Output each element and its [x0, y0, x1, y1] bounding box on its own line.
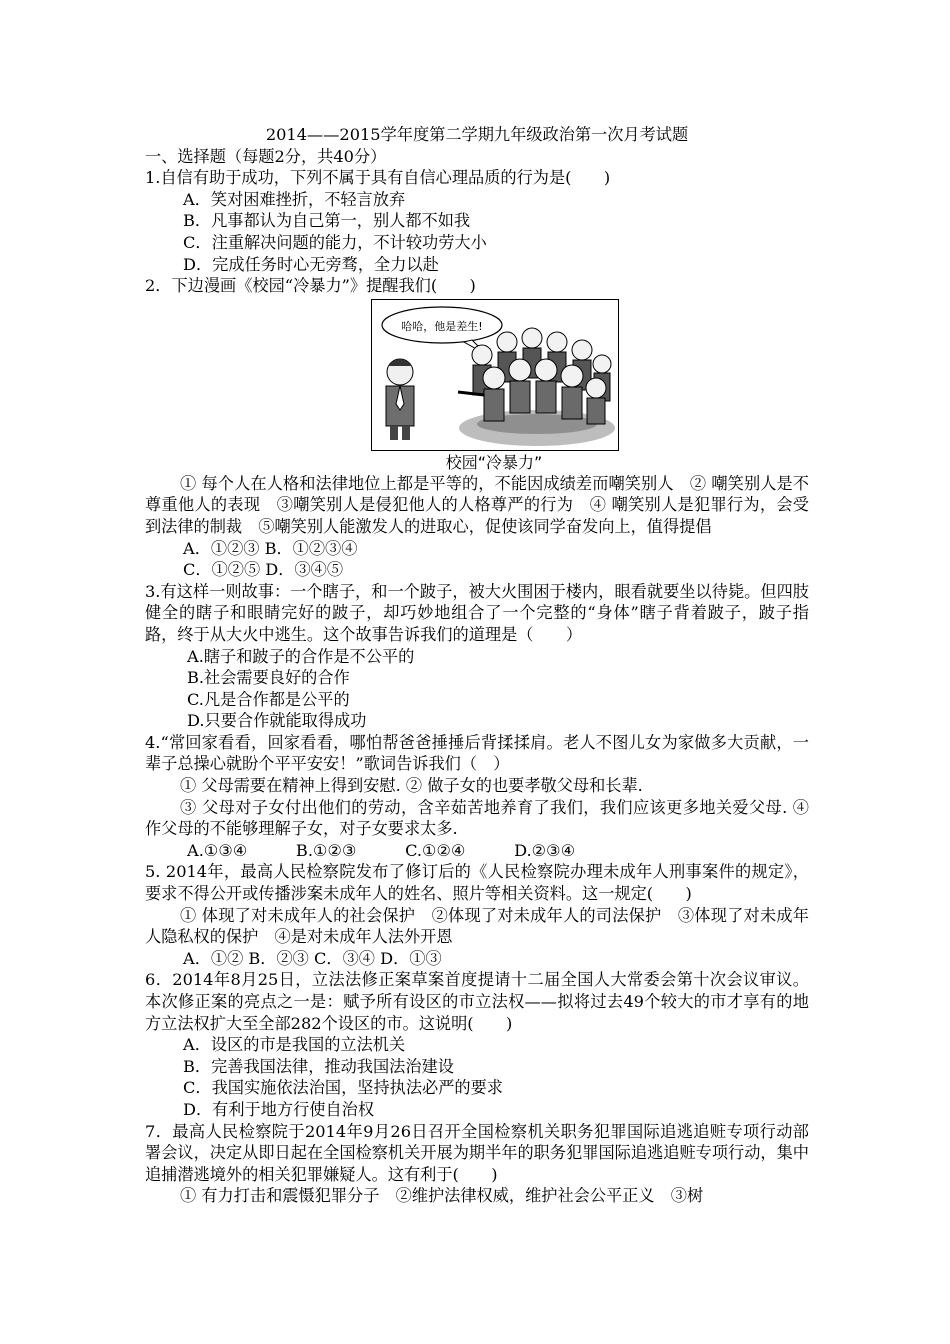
q6-option-b: B．完善我国法律，推动我国法治建设	[183, 1056, 454, 1076]
q6-stem: 6．2014年8月25日，立法法修正案草案首度提请十二届全国人大常委会第十次会议审议。本次修正案的亮点之一是：赋予所有设区的市立法权——拟将过去49个较大的市才享有的地方立法权扩大至全部282个设区的市。这说明( )	[145, 970, 809, 1033]
section-heading: 一、选择题（每题2分，共40分）	[145, 146, 387, 166]
q7-statements: ① 有力打击和震慑犯罪分子 ②维护法律权威，维护社会公平正义 ③树	[180, 1186, 704, 1206]
bubble-text: 哈哈，他是差生!	[401, 319, 483, 333]
q1-stem: 1.自信有助于成功，下列不属于具有自信心理品质的行为是( )	[145, 168, 611, 188]
q1-option-a: A．笑对困难挫折，不轻言放弃	[183, 189, 406, 209]
q6-option-a: A．设区的市是我国的立法机关	[183, 1035, 406, 1055]
q2-options-cd: C．①②⑤ D．③④⑤	[183, 560, 344, 580]
cartoon-figure	[371, 299, 619, 473]
q4-stem: 4.“常回家看看，回家看看，哪怕帮爸爸捶捶后背揉揉肩。老人不图儿女为家做多大贡献，一辈子总操心就盼个平平安安！”歌词告诉我们（ ）	[145, 732, 809, 774]
q1-option-d: D．完成任务时心无旁骛，全力以赴	[183, 254, 439, 274]
q3-stem: 3.有这样一则故事：一个瞎子，和一个跛子，被大火围困于楼内，眼看就要坐以待毙。但四肢健全的瞎子和眼睛完好的跛子，却巧妙地组合了一个完整的“身体”瞎子背着跛子，跛子指路，终于从大火中逃生。这个故事告诉我们的道理是（ ）	[145, 581, 809, 644]
q2-options-ab: A．①②③ B．①②③④	[183, 538, 358, 558]
q4-options: A.①③④ B.①②③ C.①②④ D.②③④	[187, 840, 576, 860]
q6-option-c: C．我国实施依法治国，坚持执法必严的要求	[183, 1078, 503, 1098]
q3-option-c: C.凡是合作都是公平的	[187, 689, 350, 709]
q2-stem: 2．下边漫画《校园“冷暴力”》提醒我们( )	[145, 276, 476, 296]
q5-options: A．①② B．②③ C．③④ D．①③	[183, 948, 442, 968]
q1-option-b: B．凡事都认为自己第一，别人都不如我	[183, 211, 471, 231]
q1-option-c: C．注重解决问题的能力，不计较功劳大小	[183, 232, 487, 252]
q4-statement-2: ③ 父母对子女付出他们的劳动，含辛茹苦地养育了我们，我们应该更多地关爱父母. ④ 作父母的不能够理解子女，对子女要求太多.	[145, 797, 809, 839]
q2-statements: ① 每个人在人格和法律地位上都是平等的，不能因成绩差而嘲笑别人 ② 嘲笑别人是不尊重他人的表现 ③嘲笑别人是侵犯他人的人格尊严的行为 ④ 嘲笑别人是犯罪行为，会受到法律的制裁 ⑤嘲笑别人能激发人的进取心，促使该同学奋发向上，值得提倡	[145, 473, 809, 536]
q4-statement-1: ① 父母需要在精神上得到安慰. ② 做子女的也要孝敬父母和长辈.	[180, 776, 643, 796]
q7-stem: 7．最高人民检察院于2014年9月26日召开全国检察机关职务犯罪国际追逃追赃专项行动部署会议，决定从即日起在全国检察机关开展为期半年的职务犯罪国际追逃追赃专项行动，集中追捕潜逃境外的相关犯罪嫌疑人。这有利于( )	[145, 1121, 809, 1184]
q6-option-d: D．有利于地方行使自治权	[183, 1099, 375, 1119]
cartoon-image	[371, 299, 619, 451]
q5-stem: 5. 2014年，最高人民检察院发布了修订后的《人民检察院办理未成年人刑事案件的规定》，要求不得公开或传播涉案未成年人的姓名、照片等相关资料。这一规定( )	[145, 862, 809, 904]
q5-statements: ① 体现了对未成年人的社会保护 ②体现了对未成年人的司法保护 ③体现了对未成年人隐私权的保护 ④是对未成年人法外开恩	[145, 905, 809, 947]
q3-option-d: D.只要合作就能取得成功	[187, 711, 367, 731]
exam-page	[145, 124, 809, 1207]
exam-title: 2014——2015学年度第二学期九年级政治第一次月考试题	[265, 125, 689, 144]
q3-option-a: A.瞎子和跛子的合作是不公平的	[187, 646, 415, 666]
q3-option-b: B.社会需要良好的合作	[187, 668, 350, 688]
cartoon-caption: 校园“冷暴力”	[445, 452, 543, 472]
